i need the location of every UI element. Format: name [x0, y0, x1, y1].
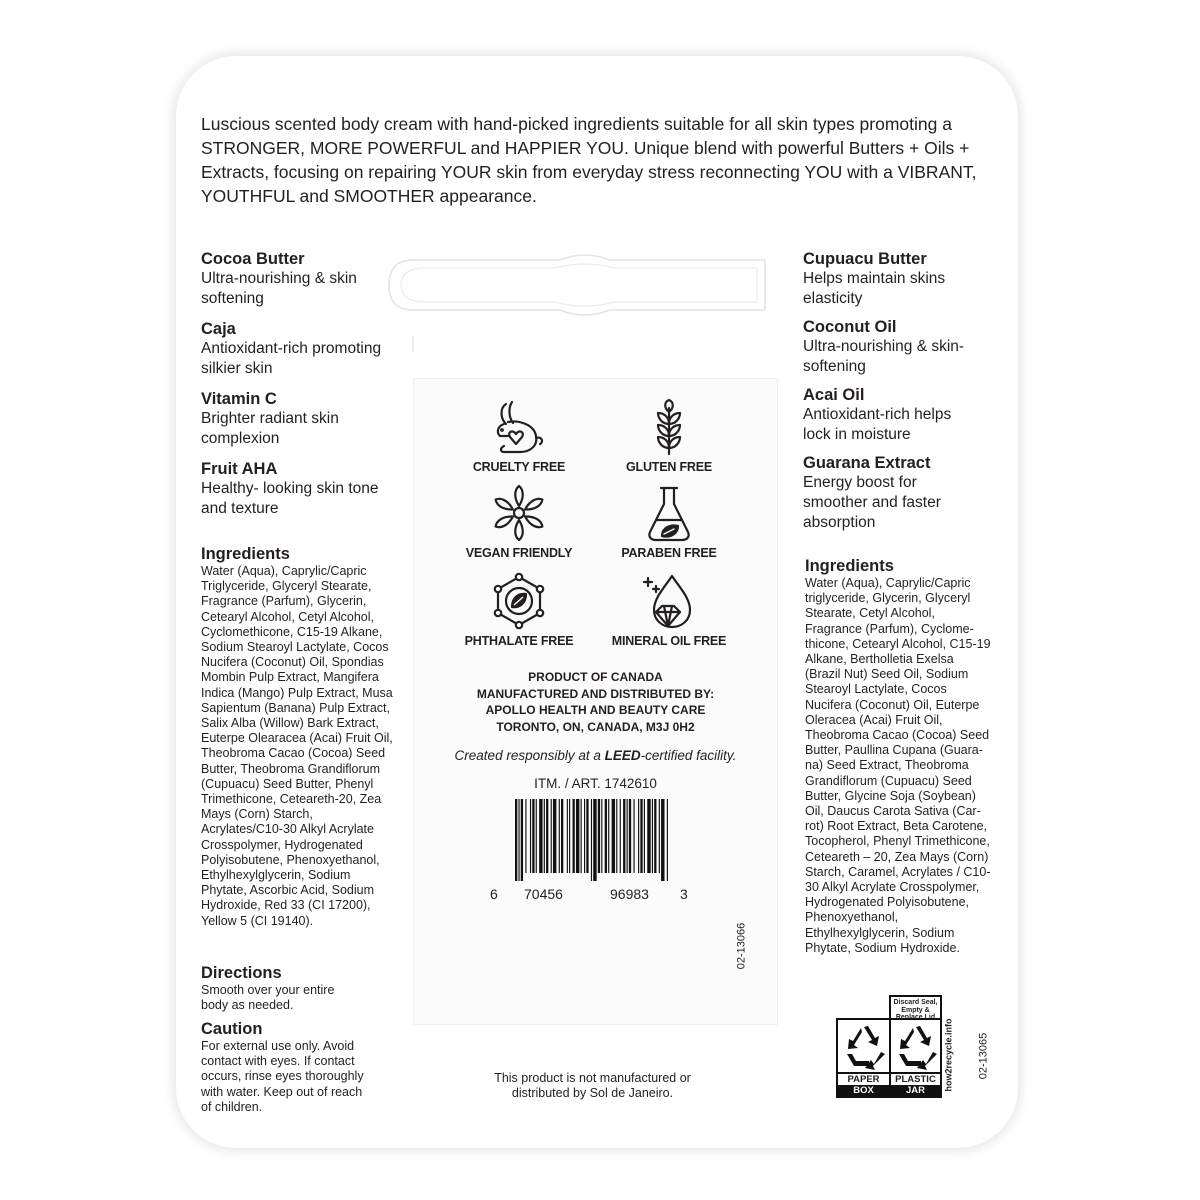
intro-paragraph: Luscious scented body cream with hand-picked ingredients suitable for all skin types promoting a STRONGER, MORE POWERFUL and HAPPIER YOU. Unique blend with powerful Butters + Oils + Extracts, focusing on repairing YOUR skin from everyday stress reconnecting YOU with a VIBRANT, YOUTHFUL and SMOOTHER appearance. [201, 114, 977, 206]
flask-leaf-icon [638, 484, 700, 542]
barcode-bar [598, 799, 600, 873]
ingredients-text: Water (Aqua), Caprylic/Capric triglyceride, Glycerin, Glyceryl Stearate, Cetyl Alcohol, Fragrance (Parfum), Cyclome-thicone, Cetearyl Alcohol, C15-19 Alkane, Bertholletia Exelsa (Brazil Nut) Seed Oil, Sodium Stearoyl Lactylate, Cocos Nucifera (Coconut) Oil, Euterpe Oleracea (Acai) Fruit Oil, Theobroma Cacao (Cocoa) Seed Butter, Paullina Cupana (Guara-na) Seed Extract, Theobroma Grandiflorum (Cupuacu) Seed Butter, Glycine Soja (Soybean) Oil, Daucus Carota Sativa (Car-rot) Root Extract, Beta Carotene, Tocopherol, Phenyl Trimethicone, Ceteareth – 20, Zea Mays (Corn) Starch, Caramel, Acrylates / C10-30 Alkyl Acrylate Crosspolymer, Hydrogenated Polyisobutene, Phenoxyethanol, Ethylhexylglycerin, Sodium Phytate, Sodium Hydroxide. [805, 576, 991, 955]
lid-instruction: Discard Seal, Empty & [889, 995, 942, 1019]
feature-title: Cupuacu Butter [803, 250, 927, 268]
feature-title: Vitamin C [201, 390, 277, 408]
barcode-bar [620, 799, 621, 873]
barcode-bar [654, 799, 656, 873]
manufacturer-heading: MANUFACTURED AND DISTRIBUTED BY: [476, 686, 715, 701]
barcode-bar [553, 799, 556, 873]
barcode-bar [567, 799, 568, 873]
feature-cupuacu-butter [803, 249, 978, 309]
feature-desc: Healthy- looking skin tone and texture [201, 480, 379, 517]
badge-label: PARABEN FREE [621, 546, 717, 560]
ingredients-title: Ingredients [805, 557, 894, 575]
caution-text: For external use only. Avoid contact with eyes. If contact occurs, rinse eyes thoroughly with water. Keep out of reach of children. [201, 1039, 364, 1114]
ingredients-text: Water (Aqua), Caprylic/Capric Triglyceride, Glyceryl Stearate, Fragrance (Parfum), Glycerin, Cetearyl Alcohol, Cetyl Alcohol, Cyclomethicone, C15-19 Alkane, Sodium Stearoyl Lactylate, Cocos Nucifera (Coconut) Oil, Spondias Mombin Pulp Extract, Mangifera Indica (Mango) Pulp Extract, Musa Sapientum (Banana) Pulp Extract, Salix Alba (Willow) Bark Extract, Euterpe Olearacea (Acai) Fruit Oil, Theobroma Cacao (Cocoa) Seed Butter, Theobroma Grandiflorum (Cupuacu) Seed Butter, Phenyl Trimethicone, Ceteareth-20, Zea Mays (Corn) Starch, Acrylates/C10-30 Alkyl Acrylate Crosspolymer, Hydrogenated Polyisobutene, Phenoxyethanol, Ethylhexylglycerin, Sodium Phytate, Ascorbic Acid, Sodium Hydroxide, Red 33 (CI 17200), Yellow 5 (CI 19140). [201, 564, 393, 928]
barcode-bar [627, 799, 628, 873]
barcode-digits-3: 96983 [610, 886, 649, 902]
badge-label: PHTHALATE FREE [464, 634, 574, 648]
feature-desc: Energy boost for smoother and faster absorption [803, 474, 941, 531]
barcode-bar [661, 799, 664, 881]
feature-desc: Brighter radiant skin complexion [201, 410, 339, 447]
manufacturer-info [413, 669, 778, 735]
badge-label: MINERAL OIL FREE [611, 634, 727, 648]
feature-title: Guarana Extract [803, 454, 931, 472]
barcode-digits-2: 70456 [524, 886, 563, 902]
barcode-bar [584, 799, 585, 873]
barcode-digit-1: 6 [490, 886, 498, 902]
plastic-label: PLASTIC [895, 1074, 936, 1085]
badge-label: GLUTEN FREE [626, 460, 712, 474]
die-cut-outline [385, 254, 770, 354]
feature-desc: Antioxidant-rich helps lock in moisture [803, 406, 952, 443]
print-code-center: 02-13066 [735, 922, 748, 970]
left-ingredients-block [201, 544, 393, 929]
barcode-bar [525, 799, 526, 873]
barcode-bar [616, 799, 617, 873]
barcode-digit-4: 3 [680, 886, 688, 902]
leed-emphasis: LEED [604, 748, 641, 763]
leed-prefix: Created responsibly at a [454, 748, 605, 763]
barcode-bar [659, 799, 660, 873]
product-origin: PRODUCT OF CANADA [528, 670, 663, 684]
badge-cruelty-free [444, 398, 594, 474]
barcode-bar [532, 799, 534, 873]
barcode-bar [573, 799, 575, 873]
barcode-bar [546, 799, 548, 873]
barcode-bar [559, 799, 560, 873]
feature-cocoa-butter [201, 249, 391, 309]
barcode-bar [586, 799, 588, 873]
feature-title: Caja [201, 320, 236, 338]
feature-coconut-oil [803, 317, 978, 377]
barcode-bar [551, 799, 552, 873]
badge-mineral-oil-free [594, 572, 744, 648]
badge-vegan-friendly [444, 484, 594, 560]
barcode-bar [536, 799, 537, 873]
barcode-bar [591, 799, 592, 881]
feature-desc: Antioxidant-rich promoting silkier skin [201, 340, 382, 377]
item-number: ITM. / ART. 1742610 [534, 776, 657, 791]
barcode-bar [539, 799, 542, 873]
barcode-bar [605, 799, 607, 873]
barcode-bar [652, 799, 653, 873]
feature-desc: Ultra-nourishing & skin-softening [803, 338, 965, 375]
left-feature-list [201, 249, 391, 529]
flower-icon [488, 484, 550, 542]
barcode-bar [667, 799, 668, 881]
caution-block [201, 1019, 373, 1115]
barcode-bar [530, 799, 531, 873]
feature-title: Acai Oil [803, 386, 865, 404]
recycle-icon [841, 1024, 887, 1070]
feature-caja [201, 319, 391, 379]
barcode-bar [608, 799, 609, 873]
directions-block [201, 963, 361, 1013]
feature-fruit-aha [201, 459, 391, 519]
badge-phthalate-free [444, 572, 594, 648]
feature-desc: Helps maintain skins elasticity [803, 270, 946, 307]
barcode-bar [601, 799, 602, 873]
barcode-bar [647, 799, 650, 873]
feature-title: Fruit AHA [201, 460, 278, 478]
wheat-icon [638, 398, 700, 456]
leed-suffix: -certified facility. [640, 748, 737, 763]
ingredients-title: Ingredients [201, 545, 290, 563]
oil-drop-gem-icon [638, 572, 700, 630]
badge-label: VEGAN FRIENDLY [465, 546, 573, 560]
barcode-bar [633, 799, 634, 873]
barcode-bar [644, 799, 645, 873]
rabbit-heart-icon [488, 398, 550, 456]
barcode-bar [515, 799, 517, 881]
how2recycle-site: how2recycle.info [943, 1018, 954, 1092]
barcode-bar [623, 799, 625, 873]
barcode-bar [576, 799, 579, 873]
barcode-bar [569, 799, 570, 873]
barcode [513, 799, 671, 881]
manufacturer-name: APOLLO HEALTH AND BEAUTY CARE [485, 703, 706, 717]
feature-desc: Ultra-nourishing & skin softening [201, 270, 357, 307]
paper-label: PAPER [847, 1074, 880, 1085]
feature-title: Cocoa Butter [201, 250, 305, 268]
directions-text: Smooth over your entire body as needed. [201, 983, 335, 1013]
manufacturer-address: TORONTO, ON, CANADA, M3J 0H2 [496, 719, 695, 734]
barcode-bar [629, 799, 631, 873]
leed-statement [413, 748, 778, 763]
badge-gluten-free [594, 398, 744, 474]
barcode-bar [561, 799, 563, 873]
recycle-icon [893, 1024, 939, 1070]
caution-title: Caution [201, 1020, 263, 1038]
badge-label: CRUELTY FREE [472, 460, 566, 474]
print-code-right: 02-13065 [977, 1032, 990, 1080]
right-feature-list [803, 249, 978, 543]
barcode-bar [612, 799, 615, 873]
box-label: BOX [838, 1085, 889, 1096]
disclaimer: This product is not manufactured or distributed by Sol de Janeiro. [494, 1071, 691, 1100]
barcode-bar [581, 799, 582, 873]
feature-guarana-extract [803, 453, 978, 533]
badge-paraben-free [594, 484, 744, 560]
barcode-bar [544, 799, 545, 873]
barcode-bar [593, 799, 596, 881]
how2recycle-label [836, 1018, 942, 1098]
jar-label: JAR [891, 1085, 940, 1096]
barcode-bar [638, 799, 639, 873]
barcode-bar [521, 799, 523, 881]
molecule-leaf-icon [488, 572, 550, 630]
feature-title: Coconut Oil [803, 318, 897, 336]
barcode-bar [518, 799, 519, 881]
feature-vitamin-c [201, 389, 391, 449]
feature-acai-oil [803, 385, 978, 445]
directions-title: Directions [201, 964, 282, 982]
barcode-bar [640, 799, 642, 873]
right-ingredients-block [805, 556, 992, 956]
